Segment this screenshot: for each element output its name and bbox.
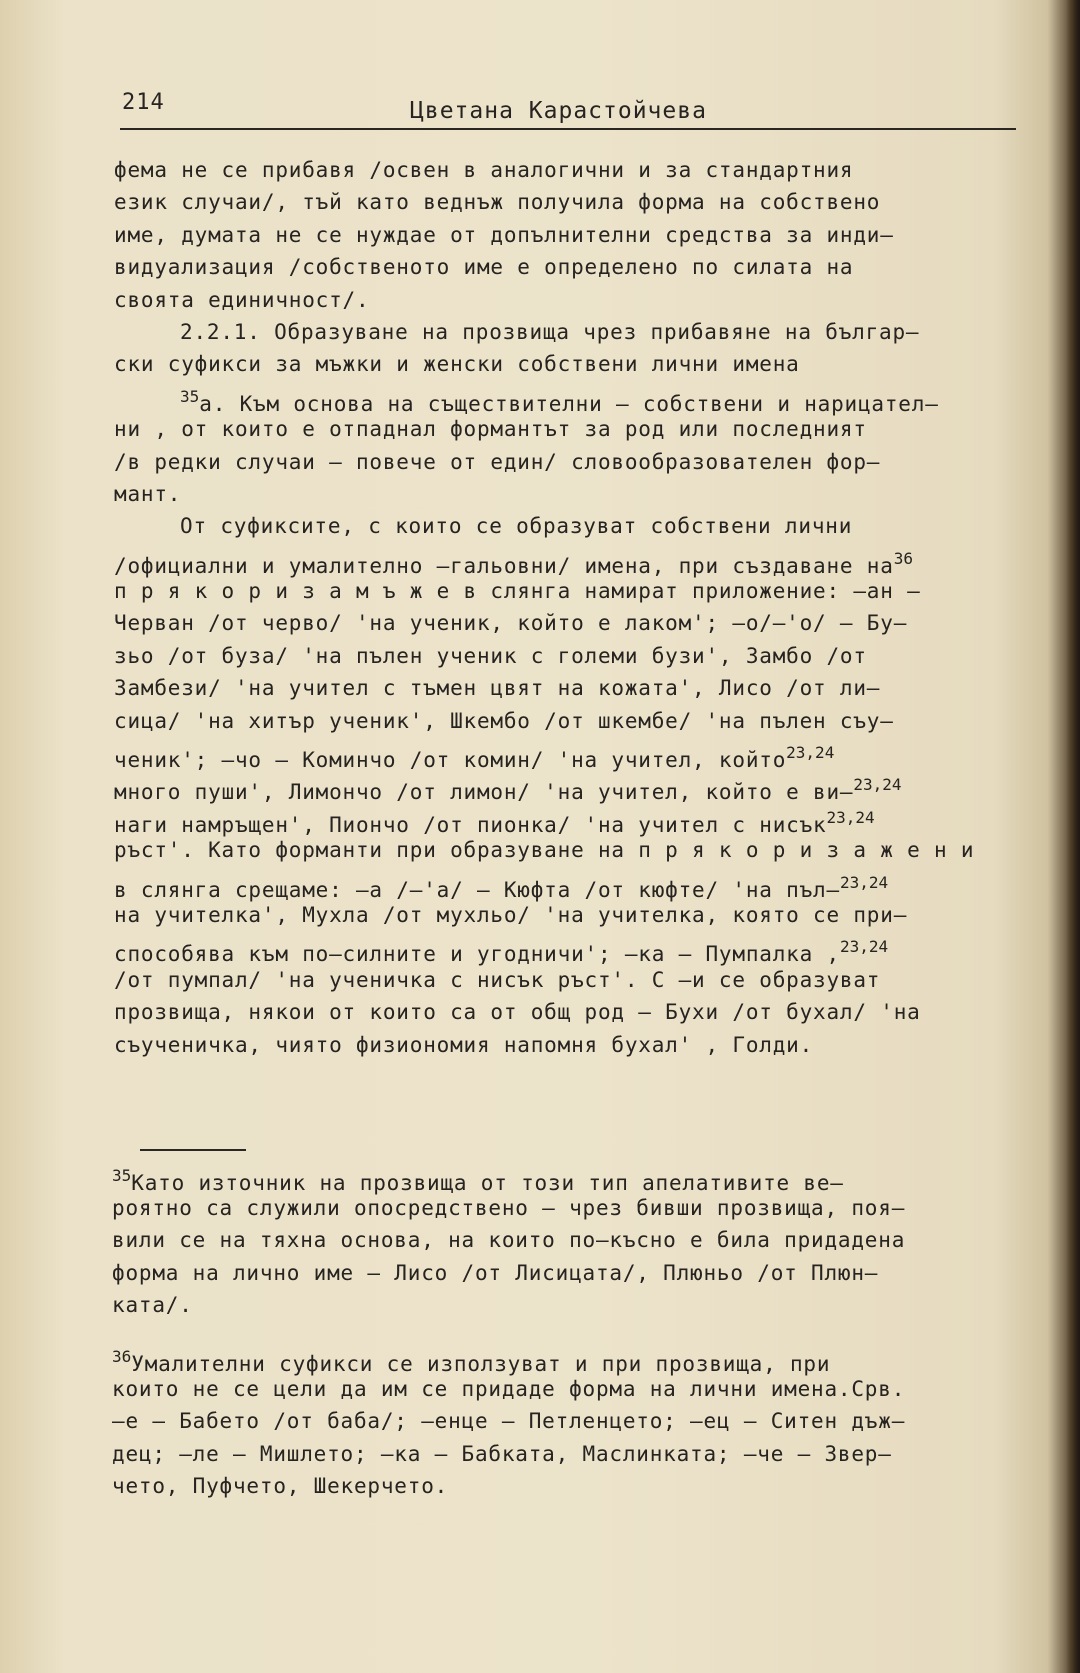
- footnote-text: ката/.: [112, 1292, 193, 1317]
- body-line: [114, 931, 1024, 967]
- footnote-marker-36: 36: [112, 1346, 132, 1366]
- body-line: зьо /от буза/ 'на пълен ученик с големи бузи', Замбо /от: [114, 643, 867, 668]
- footnote-text: дец; –ле – Мишлето; –ка – Бабката, Маслинката; –че – Звер–: [112, 1441, 892, 1466]
- section-heading-line: ски суфикси за мъжки и женски собствени лични имена: [114, 352, 800, 377]
- footnote-text: чето, Пуфчето, Шекерчето.: [112, 1473, 449, 1498]
- body-text: [114, 154, 1024, 1061]
- body-line-text: ченик'; –чо – Коминчо /от комин/ 'на учител, който: [114, 748, 787, 773]
- footnote-ref-23-24: 23,24: [786, 743, 835, 763]
- body-line: [114, 867, 1024, 902]
- footnotes: [112, 1160, 1024, 1502]
- body-line: на учителка', Мухла /от мухльо/ 'на учителка, която се при–: [114, 902, 908, 927]
- footnote-36-first-line: [112, 1341, 1024, 1376]
- body-line: От суфиксите, с които се образуват собствени лични: [180, 514, 853, 539]
- section-heading-line: 2.2.1. Образуване на прозвища чрез прибавяне на българ–: [180, 319, 920, 344]
- footnote-ref-35: 35: [180, 386, 200, 406]
- body-line: своята единичност/.: [114, 287, 370, 312]
- page-number: 214: [122, 90, 165, 115]
- footnote-ref-36: 36: [893, 548, 913, 568]
- footnote-gap: [112, 1321, 1024, 1341]
- footnote-text: форма на лично име – Лисо /от Лисицата/, Плюньо /от Плюн–: [112, 1260, 879, 1285]
- body-line: Черван /от черво/ 'на ученик, който е лаком'; –о/–'о/ – Бу–: [114, 611, 908, 636]
- body-line: име, думата не се нуждае от допълнителни средства за инди–: [114, 222, 894, 247]
- footnote-marker-35: 35: [112, 1166, 132, 1185]
- footnote-rule: [140, 1149, 246, 1151]
- footnote-text: вили се на тяхна основа, на които по–късно е била придадена: [112, 1228, 906, 1253]
- body-line: [114, 543, 1024, 578]
- running-head: Цветана Карастойчева: [410, 98, 707, 124]
- footnote-ref-23-24: 23,24: [826, 807, 875, 827]
- body-line-text: а. Към основа на съществителни – собствени и нарицател–: [199, 391, 939, 416]
- footnote-text: роятно са служили опосредствено – чрез бивши прозвища, поя–: [112, 1196, 906, 1221]
- footnote-ref-23-24: 23,24: [839, 872, 889, 892]
- body-line-text: много пуши', Лимончо /от лимон/ 'на учител, който е ви–: [114, 780, 854, 805]
- footnote-ref-23-24: 23,24: [839, 937, 889, 957]
- footnote-ref-23-24: 23,24: [853, 775, 902, 795]
- body-line: мант.: [114, 481, 182, 506]
- footnote-text: които не се цели да им се придаде форма на лични имена.Срв.: [112, 1377, 906, 1402]
- footnote-text: Като източник на прозвища от този тип апелативите ве–: [131, 1171, 844, 1195]
- body-line: език случаи/, тъй като веднъж получила форма на собствено: [114, 190, 881, 215]
- footnote-35-first-line: [112, 1160, 1024, 1195]
- body-line: сица/ 'на хитър ученик', Шкембо /от шкембе/ 'на пълен съу–: [114, 708, 894, 733]
- body-line: /от пумпал/ 'на ученичка с нисък ръст'. С –и се образуват: [114, 967, 881, 992]
- body-line-text: способява към по–силните и угодничи'; –ка – Пумпалка ,: [114, 942, 840, 967]
- page-edge-shadow: [1066, 0, 1080, 1673]
- body-line: ни , от които е отпаднал формантът за род или последният: [114, 417, 867, 442]
- footnote-text: Умалителни суфикси се използуват и при прозвища, при: [131, 1351, 831, 1376]
- body-line: [114, 381, 1024, 416]
- body-line-text: в слянга срещаме: –а /–'а/ – Кюфта /от кюфте/ 'на пъл–: [114, 877, 840, 902]
- body-line: Замбези/ 'на учител с тъмен цвят на кожата', Лисо /от ли–: [114, 676, 881, 701]
- body-line: [114, 769, 1024, 805]
- body-line: съученичка, чиято физиономия напомня бухал' , Голди.: [114, 1032, 814, 1057]
- body-line: /в редки случаи – повече от един/ словообразователен фор–: [114, 449, 881, 474]
- body-line: п р я к о р и з а м ъ ж е в слянга намират приложение: –ан –: [114, 579, 921, 604]
- footnote-text: –е – Бабето /от баба/; –енце – Петленцето; –ец – Ситен дъж–: [112, 1409, 906, 1434]
- body-line: фема не се прибавя /освен в аналогични и за стандартния: [114, 158, 854, 182]
- body-line: видуализация /собственото име е определено по силата на: [114, 255, 854, 280]
- body-line: прозвища, някои от които са от общ род – Бухи /от бухал/ 'на: [114, 1000, 921, 1025]
- body-line-text: наги намръщен', Пиончо /от пионка/ 'на учител с нисък: [114, 812, 827, 837]
- body-line: [114, 737, 1024, 773]
- body-line-text: /официални и умалително –гальовни/ имена, при създаване на: [114, 553, 894, 578]
- body-line: ръст'. Като форманти при образуване на п р я к о р и з а ж е н и: [114, 838, 975, 863]
- page-header: [120, 88, 1016, 130]
- body-line: [114, 802, 1024, 837]
